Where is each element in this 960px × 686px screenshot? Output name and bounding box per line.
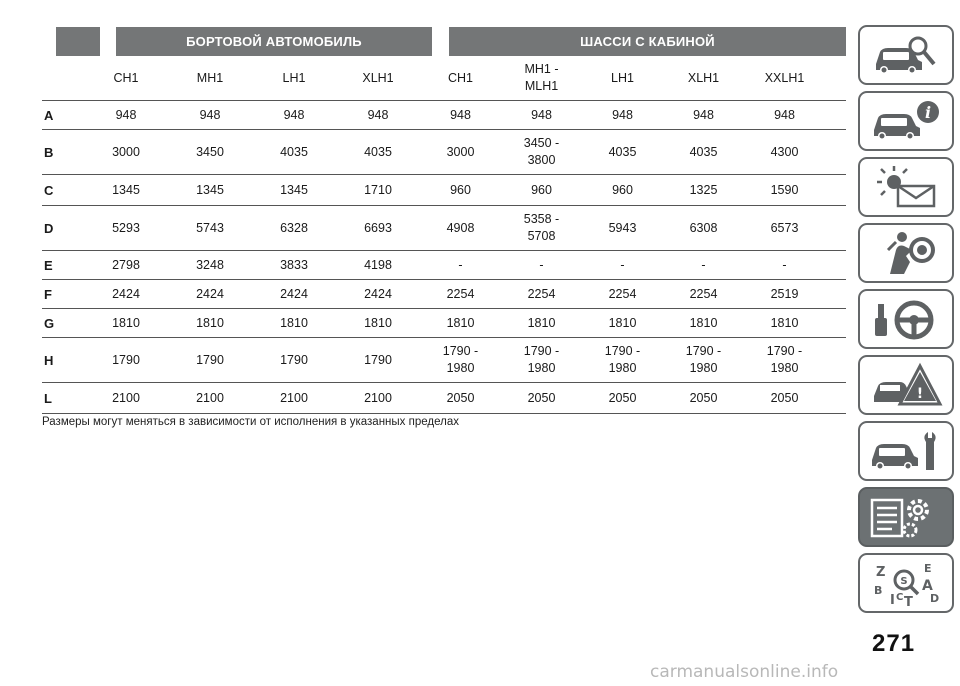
table-cell: 948 (115, 107, 137, 122)
table-cell: - (782, 257, 787, 272)
table-cell: 2254 (689, 286, 718, 301)
column-header: CH1 (113, 70, 139, 85)
table-cell: 2100 (280, 390, 308, 405)
table-cell: 6573 (770, 220, 799, 235)
table-cell: 5743 (196, 220, 224, 235)
row-key: A (44, 107, 54, 123)
car-info-icon (866, 96, 946, 146)
table-cell: - (701, 257, 706, 272)
group-header-row (42, 27, 846, 56)
table-cell: 3450 - 3800 (523, 136, 560, 167)
table-cell: 2050 (527, 390, 556, 405)
svg-text:i: i (924, 103, 932, 122)
column-header: LH1 (611, 70, 634, 85)
car-crash-warning-icon (866, 360, 946, 410)
table-cell: 6328 (280, 220, 308, 235)
row-key: H (44, 352, 54, 368)
chapter-tabs (858, 25, 956, 619)
table-row (42, 280, 846, 309)
table-cell: 948 (612, 107, 633, 122)
watermark: carmanualsonline.info (650, 662, 839, 682)
row-key: D (44, 220, 54, 236)
header-spacer-left (56, 27, 100, 56)
table-cell: - (539, 257, 544, 272)
column-header: XXLH1 (764, 70, 805, 85)
table-cell: 5293 (112, 220, 140, 235)
table-cell: 948 (693, 107, 714, 122)
table-row (42, 251, 846, 280)
table-cell: 5358 - 5708 (523, 212, 560, 243)
table-cell: 3248 (196, 257, 224, 272)
svg-text:Z: Z (876, 565, 886, 580)
table-cell: 2100 (112, 390, 140, 405)
table-cell: 4198 (364, 257, 392, 272)
table-cell: 948 (367, 107, 389, 122)
row-key: L (44, 390, 52, 406)
table-cell: 2050 (446, 390, 475, 405)
table-cell: 960 (612, 182, 633, 197)
column-header-row (42, 56, 846, 101)
table-cell: 1810 (689, 315, 718, 330)
table-cell: 1790 - 1980 (604, 344, 641, 375)
table-cell: 1810 (527, 315, 556, 330)
table-cell: 948 (450, 107, 471, 122)
tab-emergency[interactable] (858, 355, 954, 415)
table-cell: 3450 (196, 144, 224, 159)
page-number: 271 (872, 630, 916, 657)
table-cell: 1790 - 1980 (766, 344, 803, 375)
column-header: MH1 (196, 70, 224, 85)
table-cell: 4035 (689, 144, 718, 159)
car-wrench-icon (866, 426, 946, 476)
table-cell: 2424 (112, 286, 140, 301)
footnote: Размеры могут меняться в зависимости от исполнения в указанных пределах (42, 416, 459, 428)
table-cell: 960 (450, 182, 471, 197)
table-cell: 4035 (608, 144, 637, 159)
table-cell: 2050 (608, 390, 637, 405)
table-cell: 1810 (770, 315, 799, 330)
table-cell: 2798 (112, 257, 140, 272)
svg-text:T: T (904, 595, 913, 608)
table-cell: 6308 (689, 220, 718, 235)
table-cell: 948 (531, 107, 552, 122)
table-cell: 1810 (446, 315, 475, 330)
tab-starting-driving[interactable] (858, 289, 954, 349)
table-cell: 1810 (112, 315, 140, 330)
table-cell: 1810 (280, 315, 308, 330)
table-cell: 4300 (770, 144, 799, 159)
table-cell: 1325 (689, 182, 718, 197)
group-header-chassis: ШАССИ С КАБИНОЙ (449, 27, 846, 56)
svg-text:!: ! (916, 386, 924, 402)
table-cell: 1790 - 1980 (685, 344, 722, 375)
table-cell: 2424 (196, 286, 224, 301)
table-cell: 4908 (446, 220, 475, 235)
table-cell: 948 (774, 107, 795, 122)
table-cell: 1810 (608, 315, 637, 330)
warning-lights-icon (866, 162, 946, 212)
table-cell: 2254 (608, 286, 637, 301)
specs-table (42, 27, 846, 414)
column-header: LH1 (282, 70, 306, 85)
svg-text:S: S (900, 576, 908, 587)
table-cell: 948 (283, 107, 305, 122)
row-key: F (44, 286, 52, 302)
table-row (42, 309, 846, 338)
svg-text:B: B (874, 584, 883, 597)
row-key: G (44, 315, 55, 331)
table-cell: - (458, 257, 463, 272)
table-cell: - (620, 257, 625, 272)
column-header: MH1 - MLH1 (524, 62, 559, 93)
table-cell: 1590 (770, 182, 799, 197)
table-cell: 1810 (196, 315, 224, 330)
tab-knowing-vehicle[interactable] (858, 25, 954, 85)
table-cell: 4035 (364, 144, 392, 159)
svg-text:I: I (890, 593, 895, 608)
tab-safety[interactable] (858, 223, 954, 283)
tab-warning-lights[interactable] (858, 157, 954, 217)
table-cell: 2519 (770, 286, 799, 301)
table-row (42, 130, 846, 175)
table-cell: 1790 - 1980 (442, 344, 479, 375)
steering-wheel-icon (866, 294, 946, 344)
table-cell: 4035 (280, 144, 308, 159)
table-cell: 2050 (770, 390, 799, 405)
airbag-person-icon (866, 228, 946, 278)
table-cell: 2254 (527, 286, 556, 301)
table-cell: 960 (531, 182, 552, 197)
svg-text:D: D (930, 592, 940, 605)
table-cell: 2254 (446, 286, 475, 301)
table-cell: 1810 (364, 315, 392, 330)
table-body (42, 101, 846, 414)
table-cell: 1345 (280, 182, 308, 197)
tab-maintenance[interactable] (858, 421, 954, 481)
table-row (42, 383, 846, 414)
table-cell: 2424 (280, 286, 308, 301)
table-cell: 1790 (280, 352, 308, 367)
table-cell: 1710 (364, 182, 392, 197)
specs-gear-icon (866, 492, 946, 542)
car-search-icon (866, 30, 946, 80)
table-cell: 3833 (280, 257, 308, 272)
table-cell: 1790 (364, 352, 392, 367)
table-cell: 2424 (364, 286, 392, 301)
column-header: XLH1 (362, 70, 394, 85)
table-row (42, 175, 846, 206)
table-cell: 6693 (364, 220, 392, 235)
table-row (42, 101, 846, 130)
table-cell: 948 (199, 107, 221, 122)
column-header: CH1 (447, 70, 473, 85)
svg-text:C: C (896, 592, 904, 603)
table-cell: 1345 (196, 182, 224, 197)
tab-index[interactable] (858, 553, 954, 613)
table-row (42, 206, 846, 251)
table-cell: 1345 (112, 182, 140, 197)
column-header: XLH1 (687, 70, 720, 85)
row-key: E (44, 257, 53, 273)
table-cell: 2050 (689, 390, 718, 405)
row-key: C (44, 182, 54, 198)
tab-technical-specs[interactable] (858, 487, 954, 547)
alphabet-index-icon (866, 558, 946, 608)
tab-instruments[interactable] (858, 91, 954, 151)
table-row (42, 338, 846, 383)
row-key: B (44, 144, 54, 160)
svg-text:A: A (922, 578, 933, 594)
group-header-flatbed: БОРТОВОЙ АВТОМОБИЛЬ (116, 27, 432, 56)
table-cell: 3000 (446, 144, 475, 159)
table-cell: 2100 (364, 390, 392, 405)
table-cell: 1790 (112, 352, 140, 367)
svg-text:E: E (924, 562, 932, 575)
table-cell: 1790 (196, 352, 224, 367)
table-cell: 3000 (112, 144, 140, 159)
table-cell: 2100 (196, 390, 224, 405)
table-cell: 1790 - 1980 (523, 344, 560, 375)
table-cell: 5943 (608, 220, 637, 235)
